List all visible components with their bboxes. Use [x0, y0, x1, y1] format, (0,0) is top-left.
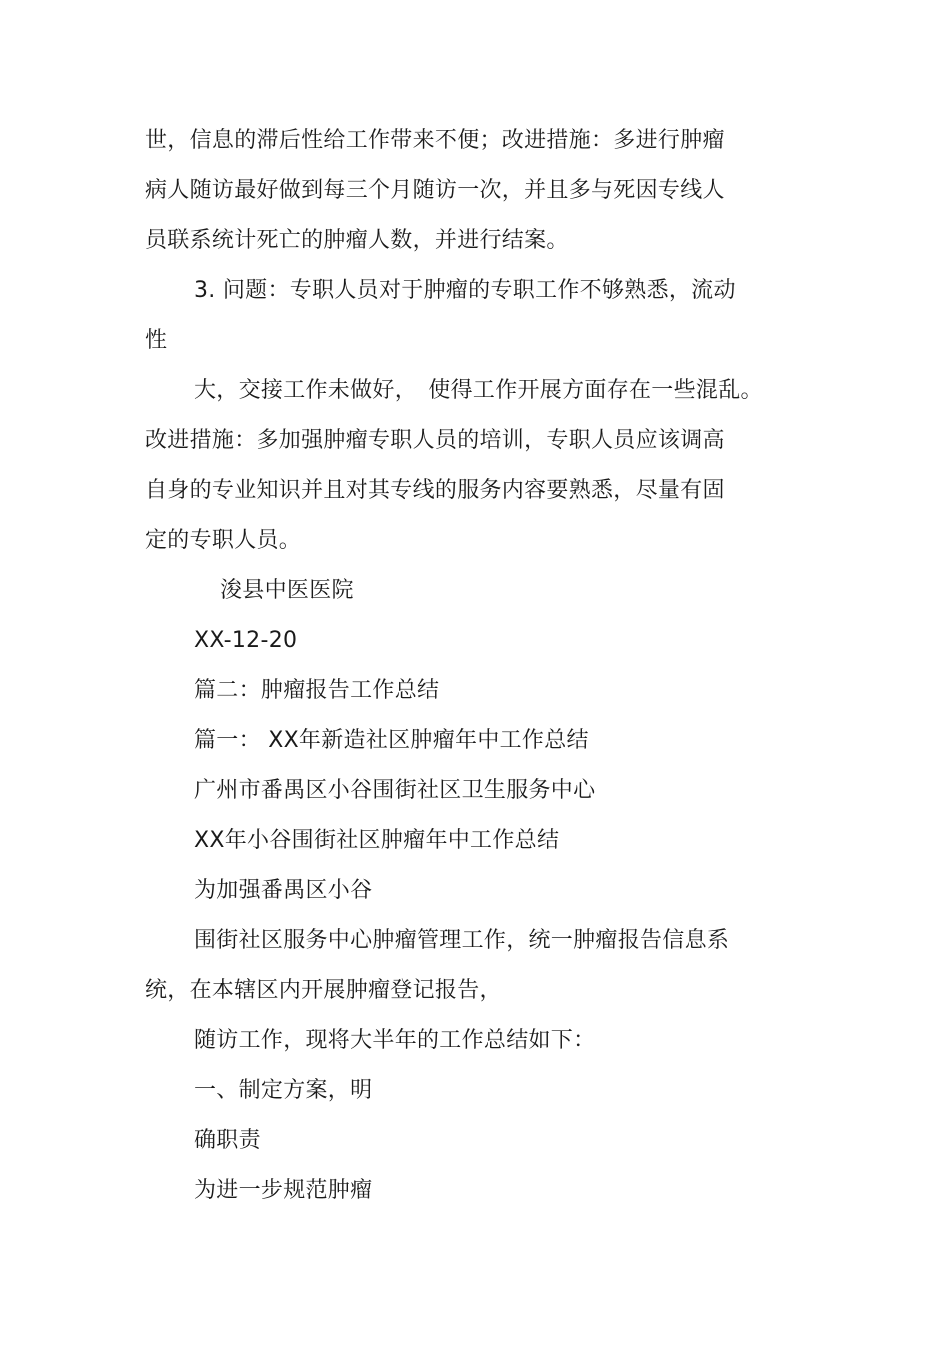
text-line: 3. 问题：专职人员对于肿瘤的专职工作不够熟悉，流动	[194, 278, 736, 303]
section-heading: 篇二：肿瘤报告工作总结	[194, 678, 440, 703]
text-line: 围街社区服务中心肿瘤管理工作，统一肿瘤报告信息系	[194, 928, 730, 953]
text-line: 世，信息的滞后性给工作带来不便；改进措施：多进行肿瘤	[145, 128, 725, 153]
text-line: 确职责	[194, 1128, 261, 1153]
text-line: 自身的专业知识并且对其专线的服务内容要熟悉，尽量有固	[145, 478, 725, 503]
text-line: 员联系统计死亡的肿瘤人数，并进行结案。	[145, 228, 569, 253]
text-line: 广州市番禺区小谷围街社区卫生服务中心	[194, 778, 596, 803]
text-line: 定的专职人员。	[145, 528, 302, 553]
text-line: 大，交接工作未做好， 使得工作开展方面存在一些混乱。	[194, 378, 763, 403]
text-line: 性	[145, 328, 168, 353]
section-heading: 篇一： XX年新造社区肿瘤年中工作总结	[194, 728, 589, 753]
text-line: 一、制定方案，明	[194, 1078, 373, 1103]
text-line: 统，在本辖区内开展肿瘤登记报告，	[145, 978, 502, 1003]
document-date: XX-12-20	[194, 628, 298, 653]
text-line: 为加强番禺区小谷	[194, 878, 373, 903]
text-line: 随访工作，现将大半年的工作总结如下：	[194, 1028, 596, 1053]
text-line: 病人随访最好做到每三个月随访一次，并且多与死因专线人	[145, 178, 725, 203]
text-line: 改进措施：多加强肿瘤专职人员的培训，专职人员应该调高	[145, 428, 725, 453]
organization-name: 浚县中医医院	[220, 578, 354, 603]
text-line: XX年小谷围街社区肿瘤年中工作总结	[194, 828, 560, 853]
text-line: 为进一步规范肿瘤	[194, 1178, 373, 1203]
